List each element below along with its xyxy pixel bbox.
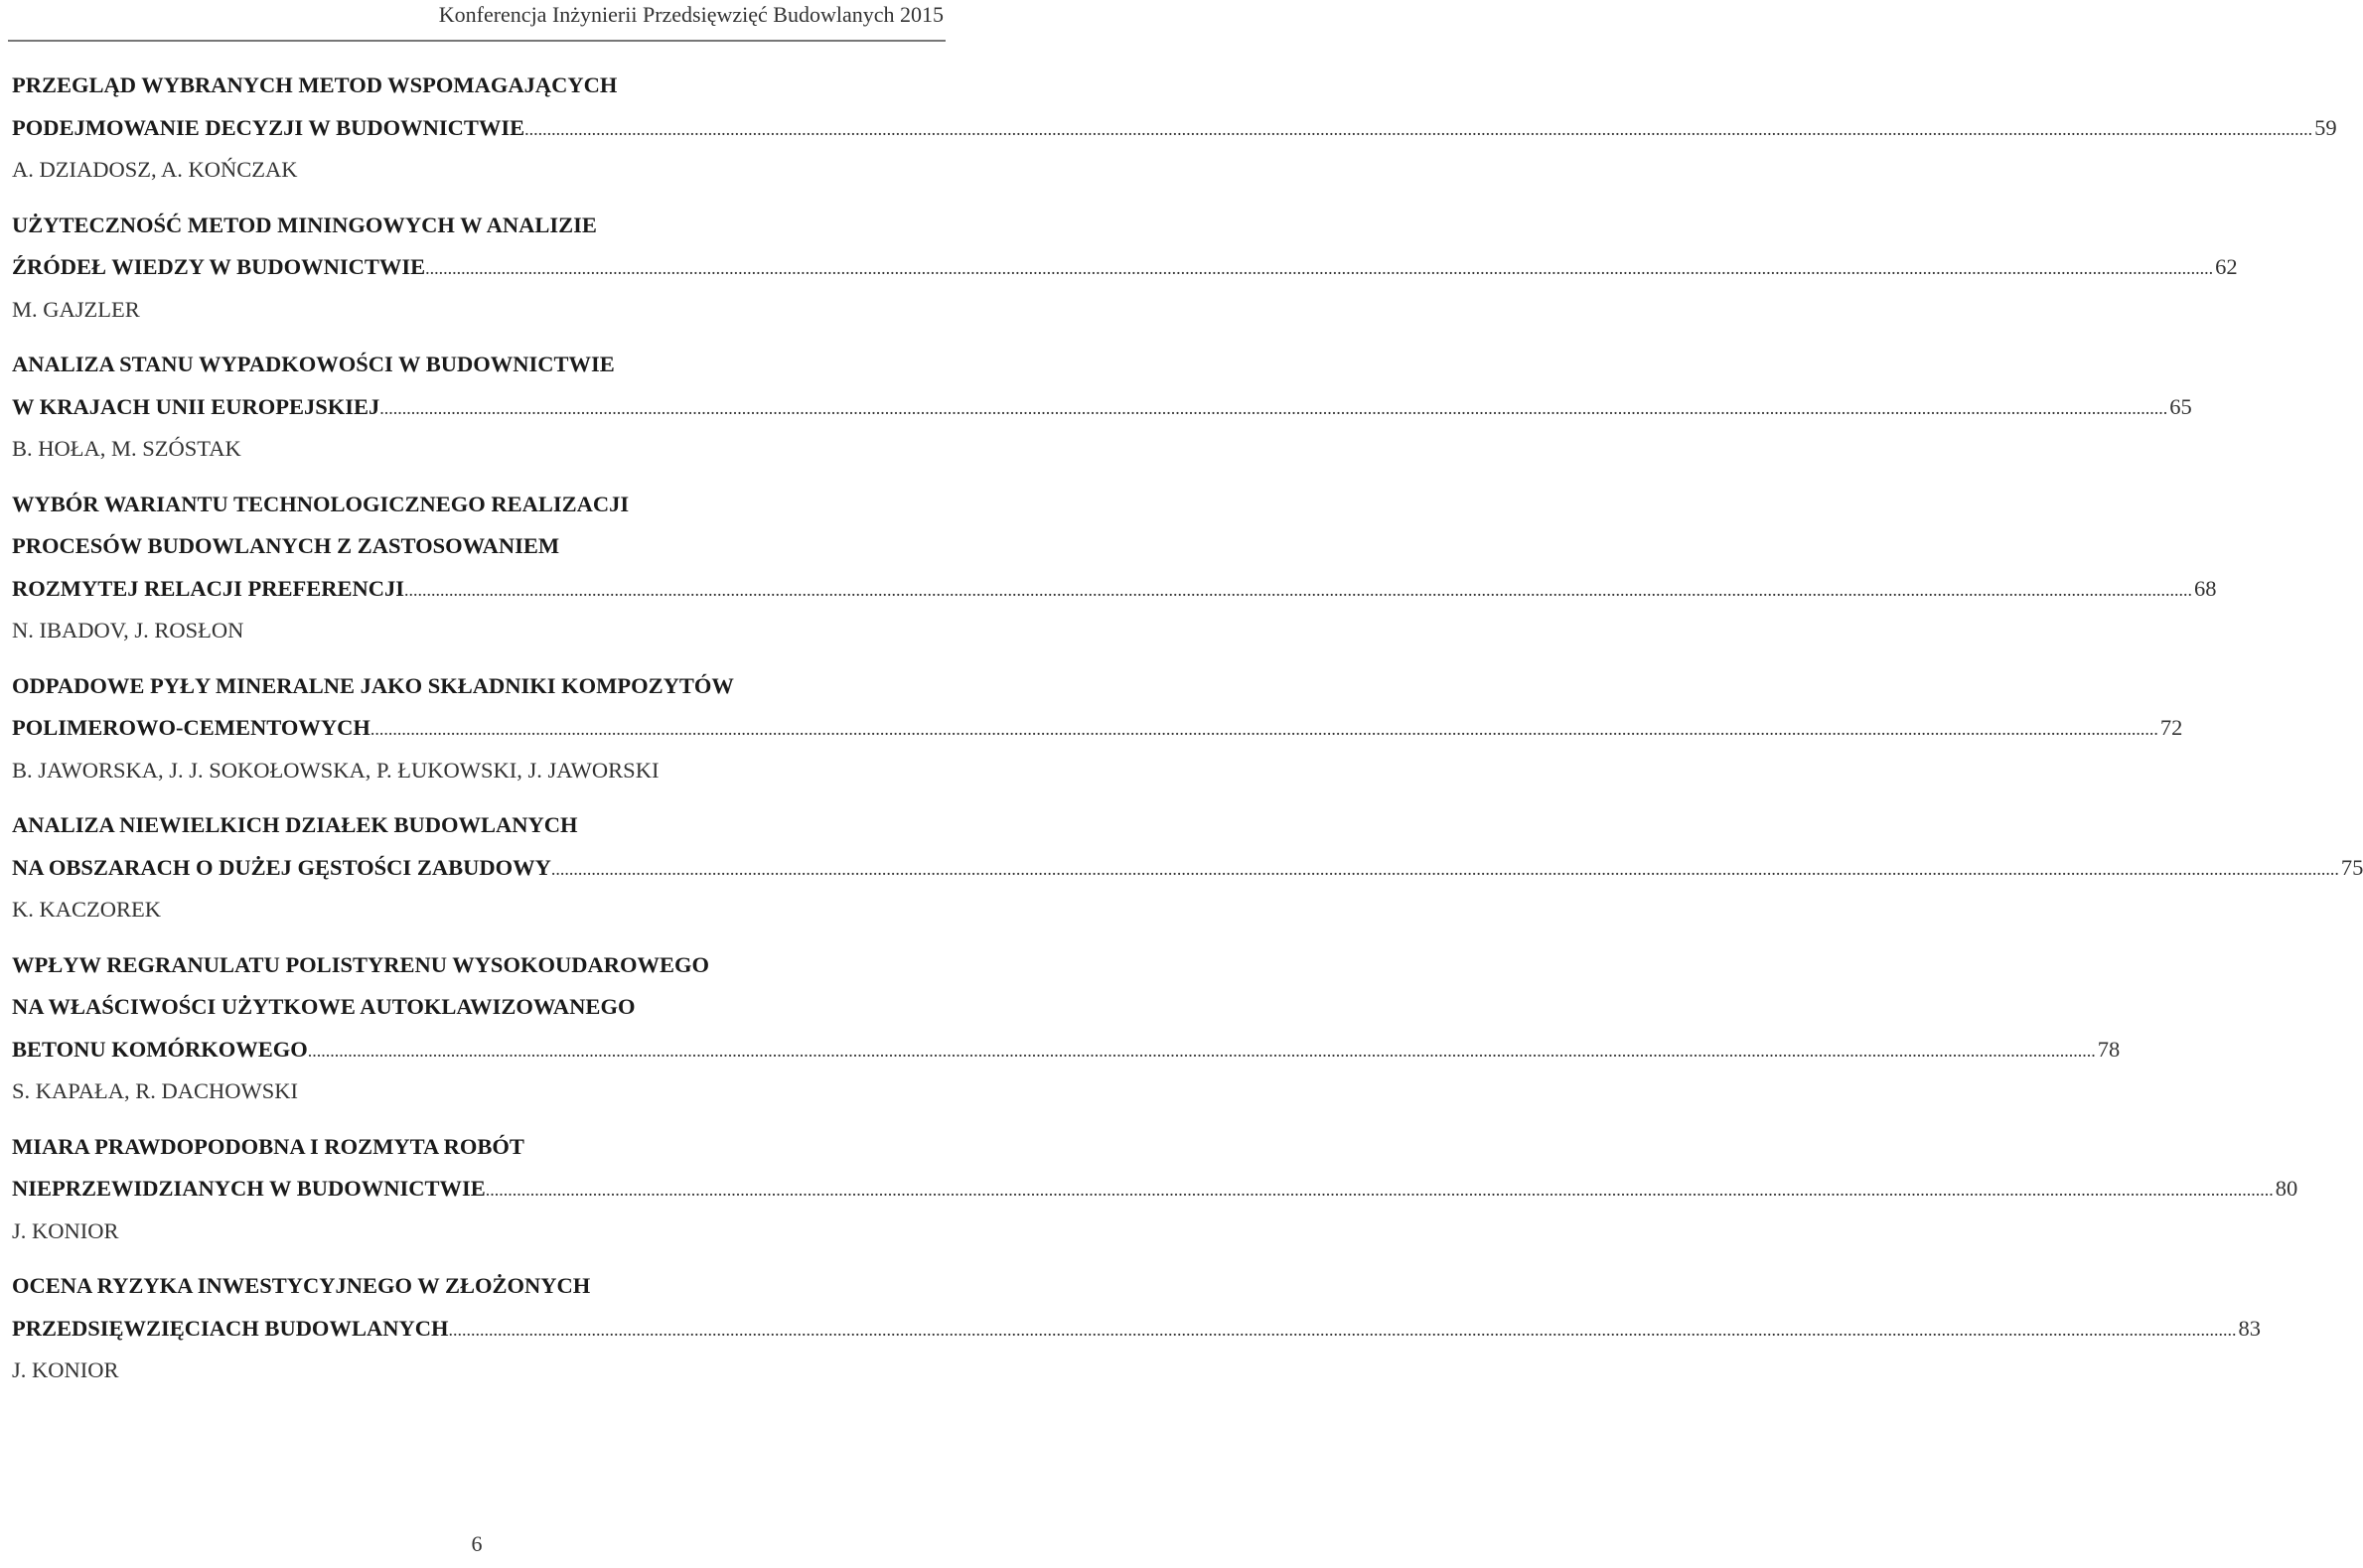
- toc-entry-authors: J. KONIOR: [12, 1357, 119, 1382]
- toc-entry[interactable]: [12, 484, 2217, 652]
- toc-entry-title-text: PODEJMOWANIE DECYZJI W BUDOWNICTWIE: [12, 114, 525, 140]
- toc-entry-title-line: ANALIZA STANU WYPADKOWOŚCI W BUDOWNICTWIE: [12, 352, 615, 376]
- toc-entry[interactable]: [12, 344, 2192, 471]
- toc-entry-title-text: NA OBSZARACH O DUŻEJ GĘSTOŚCI ZABUDOWY: [12, 854, 551, 880]
- toc-entry-title-text: W KRAJACH UNII EUROPEJSKIEJ: [12, 393, 380, 419]
- toc-entry-authors: S. KAPAŁA, R. DACHOWSKI: [12, 1078, 298, 1103]
- toc-entry[interactable]: [12, 1265, 2261, 1392]
- toc-entry[interactable]: [12, 804, 2363, 931]
- toc-entry-authors: A. DZIADOSZ, A. KOŃCZAK: [12, 157, 298, 182]
- toc-entry[interactable]: [12, 1126, 2298, 1253]
- dot-leader: ................................................................................................................................................................................................................................................................................................................................................................................................................: [524, 118, 2313, 139]
- toc-entry-page: 83: [2238, 1315, 2261, 1341]
- toc-entry[interactable]: [12, 65, 2337, 192]
- toc-entry-page: 62: [2215, 254, 2238, 279]
- toc-entry-title-line: OCENA RYZYKA INWESTYCYJNEGO W ZŁOŻONYCH: [12, 1273, 591, 1298]
- page-number: 6: [471, 1531, 483, 1556]
- dot-leader: ................................................................................................................................................................................................................................................................................................................................................................................................................: [425, 258, 2214, 278]
- table-of-contents: [12, 65, 2363, 1405]
- toc-entry-authors: J. KONIOR: [12, 1217, 119, 1243]
- toc-entry-page: 59: [2314, 114, 2337, 140]
- toc-entry-title-line: NA WŁAŚCIWOŚCI UŻYTKOWE AUTOKLAWIZOWANEGO: [12, 994, 636, 1019]
- toc-entry-title-line: PRZEGLĄD WYBRANYCH METOD WSPOMAGAJĄCYCH: [12, 72, 618, 97]
- toc-entry-page: 68: [2194, 575, 2217, 601]
- toc-entry-title-text: BETONU KOMÓRKOWEGO: [12, 1036, 308, 1062]
- toc-entry-authors: B. JAWORSKA, J. J. SOKOŁOWSKA, P. ŁUKOWSKI, J. JAWORSKI: [12, 757, 660, 783]
- toc-entry-page: 75: [2340, 854, 2363, 880]
- toc-entry-title-line: [12, 1308, 2261, 1351]
- toc-entry-authors: K. KACZOREK: [12, 897, 161, 922]
- toc-entry-title-text: POLIMEROWO-CEMENTOWYCH: [12, 715, 370, 740]
- dot-leader: ................................................................................................................................................................................................................................................................................................................................................................................................................: [485, 1180, 2274, 1200]
- toc-entry-title-text: PRZEDSIĘWZIĘCIACH BUDOWLANYCH: [12, 1315, 449, 1341]
- dot-leader: ................................................................................................................................................................................................................................................................................................................................................................................................................: [404, 579, 2193, 600]
- toc-entry-title-line: WPŁYW REGRANULATU POLISTYRENU WYSOKOUDAROWEGO: [12, 951, 709, 977]
- dot-leader: ................................................................................................................................................................................................................................................................................................................................................................................................................: [379, 397, 2168, 418]
- toc-entry-title-line: PROCESÓW BUDOWLANYCH Z ZASTOSOWANIEM: [12, 533, 560, 558]
- toc-entry-page: 80: [2275, 1176, 2298, 1201]
- dot-leader: ................................................................................................................................................................................................................................................................................................................................................................................................................: [448, 1319, 2237, 1340]
- dot-leader: ................................................................................................................................................................................................................................................................................................................................................................................................................: [550, 858, 2339, 879]
- toc-entry-title-text: ROZMYTEJ RELACJI PREFERENCJI: [12, 575, 405, 601]
- toc-entry[interactable]: [12, 665, 2183, 792]
- toc-entry-authors: N. IBADOV, J. ROSŁON: [12, 618, 244, 642]
- toc-entry-title-line: [12, 707, 2183, 750]
- toc-entry-authors: M. GAJZLER: [12, 296, 140, 322]
- toc-entry[interactable]: [12, 205, 2238, 332]
- toc-entry-title-line: [12, 246, 2238, 289]
- dot-leader: ................................................................................................................................................................................................................................................................................................................................................................................................................: [307, 1040, 2096, 1061]
- toc-entry-title-line: ANALIZA NIEWIELKICH DZIAŁEK BUDOWLANYCH: [12, 812, 578, 837]
- toc-entry-title-line: [12, 847, 2363, 890]
- toc-entry-authors: B. HOŁA, M. SZÓSTAK: [12, 436, 241, 461]
- toc-entry-title-line: MIARA PRAWDOPODOBNA I ROZMYTA ROBÓT: [12, 1133, 524, 1159]
- toc-entry-page: 72: [2159, 715, 2183, 740]
- toc-entry-title-text: ŹRÓDEŁ WIEDZY W BUDOWNICTWIE: [12, 254, 426, 279]
- toc-entry-page: 65: [2169, 393, 2192, 419]
- toc-entry-title-line: [12, 1168, 2298, 1211]
- toc-entry-title-line: UŻYTECZNOŚĆ METOD MININGOWYCH W ANALIZIE: [12, 212, 597, 237]
- toc-entry-title-line: [12, 107, 2337, 150]
- toc-entry-title-line: [12, 568, 2217, 611]
- toc-entry-title-line: [12, 386, 2192, 429]
- toc-entry-title-line: WYBÓR WARIANTU TECHNOLOGICZNEGO REALIZACJI: [12, 491, 630, 516]
- toc-entry[interactable]: [12, 944, 2121, 1113]
- toc-entry-page: 78: [2097, 1036, 2121, 1062]
- dot-leader: ................................................................................................................................................................................................................................................................................................................................................................................................................: [369, 719, 2158, 739]
- toc-entry-title-line: [12, 1029, 2121, 1071]
- running-header: Konferencja Inżynierii Przedsięwzięć Budowlanych 2015: [438, 2, 944, 27]
- toc-entry-title-text: NIEPRZEWIDZIANYCH W BUDOWNICTWIE: [12, 1176, 486, 1201]
- header-rule: [8, 40, 946, 42]
- toc-entry-title-line: ODPADOWE PYŁY MINERALNE JAKO SKŁADNIKI KOMPOZYTÓW: [12, 672, 734, 698]
